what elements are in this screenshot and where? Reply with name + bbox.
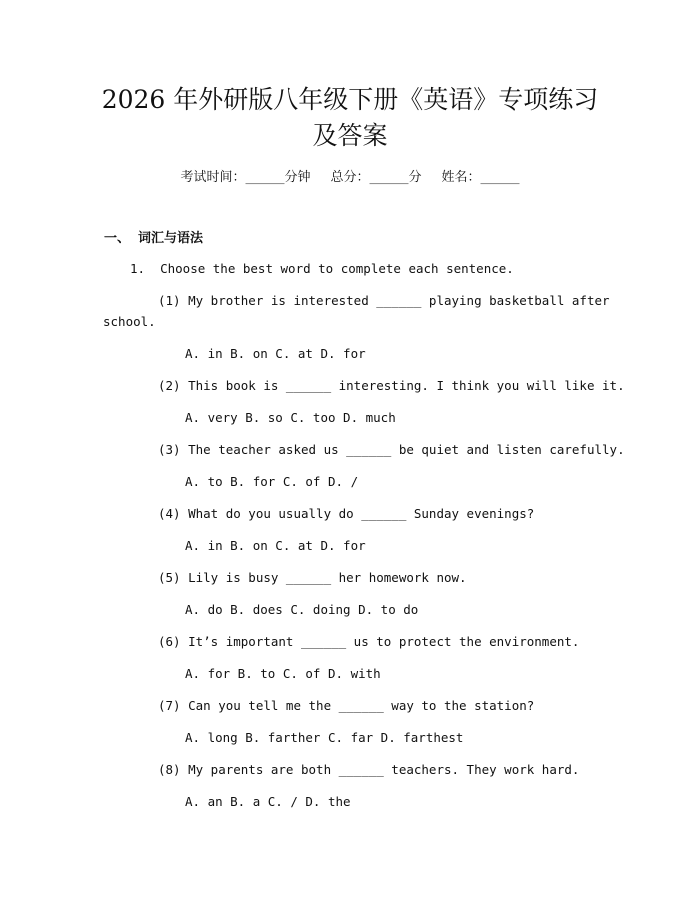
question-stem: (6) It’s important ______ us to protect the environment. bbox=[158, 634, 580, 649]
question-stem: (1) My brother is interested ______ playing basketball after bbox=[158, 293, 610, 308]
question-options: A. in B. on C. at D. for bbox=[185, 538, 366, 553]
question-stem-continued: school. bbox=[103, 314, 156, 329]
question-stem: (2) This book is ______ interesting. I think you will like it. bbox=[158, 378, 625, 393]
question-stem: (3) The teacher asked us ______ be quiet and listen carefully. bbox=[158, 442, 625, 457]
page-title: 2026 年外研版八年级下册《英语》专项练习 bbox=[101, 85, 599, 114]
page-title-continued: 及答案 bbox=[312, 121, 388, 150]
question-options: A. very B. so C. too D. much bbox=[185, 410, 396, 425]
question-stem: (8) My parents are both ______ teachers. They work hard. bbox=[158, 762, 580, 777]
question-options: A. an B. a C. / D. the bbox=[185, 794, 351, 809]
name-field: 姓名：______ bbox=[441, 170, 520, 185]
total-score-field: 总分：______分 bbox=[330, 170, 422, 185]
exam-meta bbox=[0, 168, 700, 188]
question-stem: (5) Lily is busy ______ her homework now. bbox=[158, 570, 467, 585]
section-number: 一、 bbox=[104, 231, 131, 246]
question-options: A. do B. does C. doing D. to do bbox=[185, 602, 419, 617]
question-options: A. to B. for C. of D. / bbox=[185, 474, 359, 489]
question-intro: 1. Choose the best word to complete each sentence. bbox=[130, 261, 514, 276]
question-options: A. long B. farther C. far D. farthest bbox=[185, 730, 464, 745]
question-options: A. for B. to C. of D. with bbox=[185, 666, 381, 681]
question-stem: (4) What do you usually do ______ Sunday evenings? bbox=[158, 506, 535, 521]
question-stem: (7) Can you tell me the ______ way to the station? bbox=[158, 698, 535, 713]
question-options: A. in B. on C. at D. for bbox=[185, 346, 366, 361]
section-heading bbox=[104, 229, 203, 249]
exam-time-field: 考试时间：______分钟 bbox=[180, 170, 311, 185]
section-title: 词汇与语法 bbox=[138, 231, 204, 246]
